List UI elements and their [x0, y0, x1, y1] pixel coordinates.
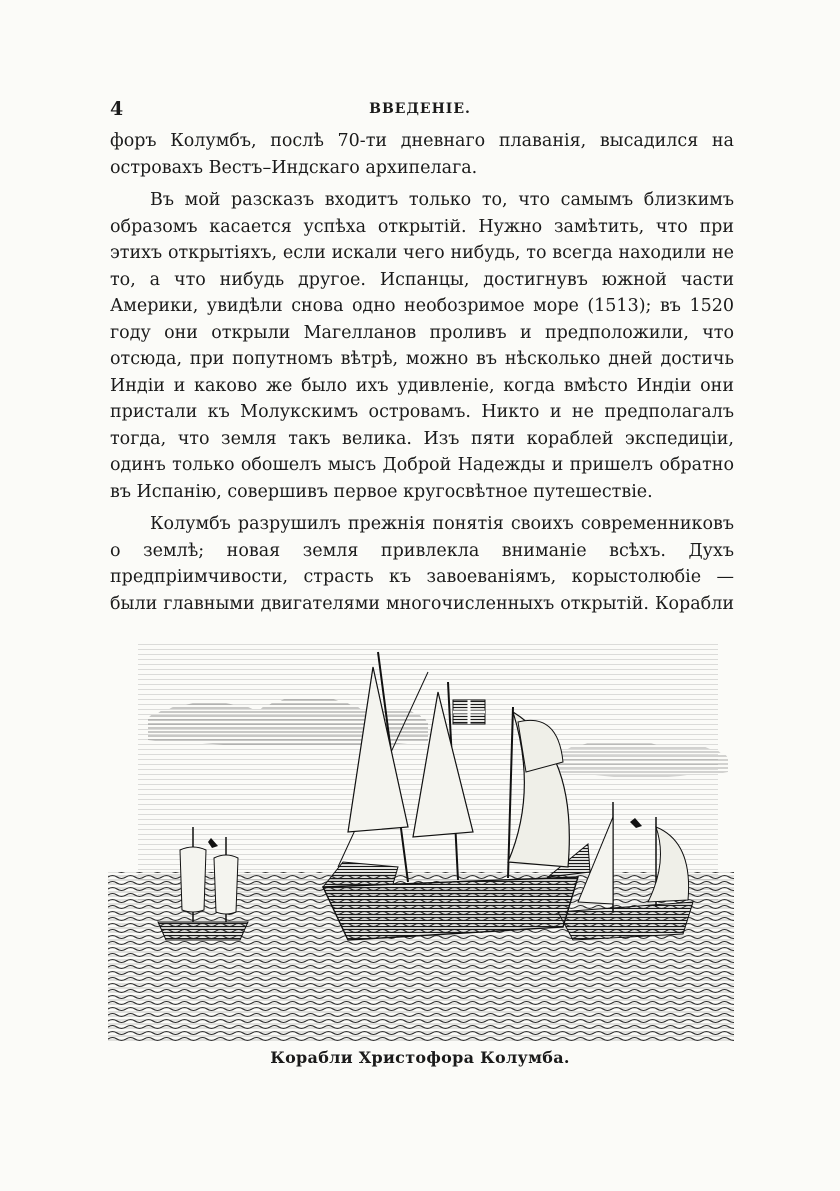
figure-caption: Корабли Христофора Колумба. — [270, 1048, 570, 1067]
ships-engraving — [108, 622, 734, 1042]
page-header — [110, 98, 730, 122]
paragraph: Въ мой разсказъ входитъ только то, что самымъ близкимъ образомъ касается успѣха открытій. Нужно замѣтить, что при этихъ открытіяхъ, если искали чего нибудь, то всегда находили не то, а что нибудь другое. Испанцы, достигнувъ южной части Америки, увидѣли снова одно необозримое море (1513); въ 1520 году они открыли Магелланов проливъ и предположили, что отсюда, при попутномъ вѣтрѣ, можно въ нѣсколько дней достичь Индіи и каково же было ихъ удивленіе, когда вмѣсто Индіи они пристали къ Молукскимъ островамъ. Никто и не предполагалъ тогда, что земля такъ велика. Изъ пяти кораблей экспедиціи, одинъ только обошелъ мысъ Доброй Надежды и пришелъ обратно въ Испанію, совершивъ первое кругосвѣтное путешествіе. — [110, 190, 734, 502]
body-text — [110, 128, 734, 697]
paragraph-continued: форъ Колумбъ, послѣ 70-ти дневнаго плаванія, высадился на островахъ Вестъ–Индскаго архипелага. — [110, 131, 734, 178]
running-title: ВВЕДЕНIЕ. — [369, 101, 471, 117]
paragraph: Колумбъ разрушилъ прежнія понятія своихъ современниковъ о землѣ; новая земля привлекла вниманіе всѣхъ. Духъ предпріимчивости, страсть къ завоеваніямъ, корыстолюбіе — были главными двигателями многочисленныхъ открытій. Корабли — [110, 514, 734, 614]
page-number: 4 — [110, 98, 124, 120]
